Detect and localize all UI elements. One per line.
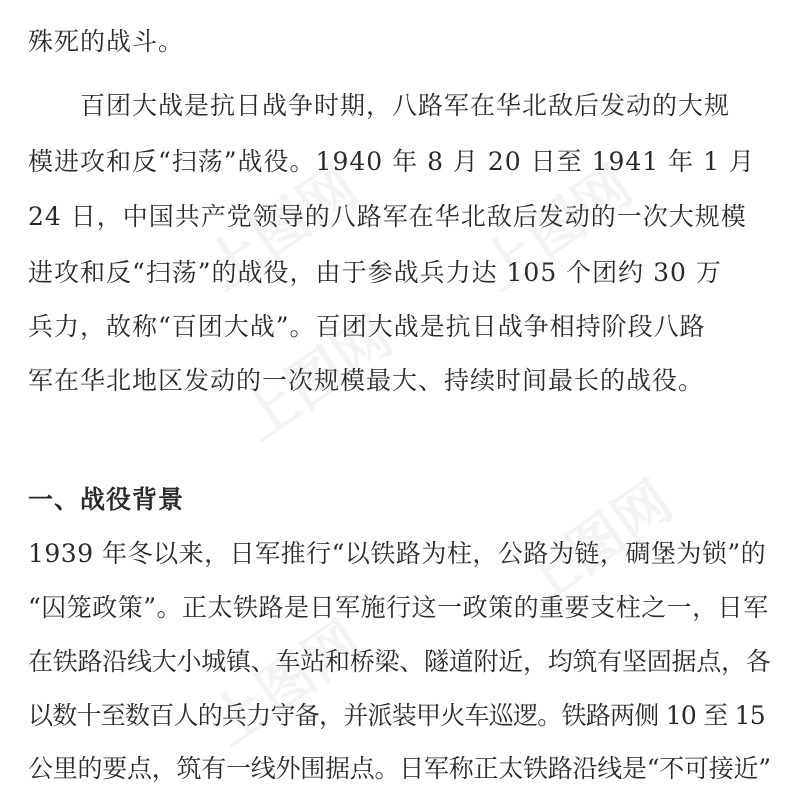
paragraph-line: 1939 年冬以来，日军推行“以铁路为柱，公路为链，碉堡为锁”的 (28, 539, 767, 568)
paragraph-line: 以数十至数百人的兵力守备，并派装甲火车巡逻。铁路两侧 10 至 15 (28, 701, 765, 730)
paragraph-line: 殊死的战斗。 (28, 27, 185, 56)
paragraph-line: 进攻和反“扫荡”的战役，由于参战兵力达 105 个团约 30 万 (28, 258, 722, 287)
watermark: 上图网 (509, 468, 685, 619)
paragraph-line: 兵力，故称“百团大战”。百团大战是抗日战争相持阶段八路 (28, 312, 706, 341)
paragraph-line: 模进攻和反“扫荡”战役。1940 年 8 月 20 日至 1941 年 1 月 (28, 147, 755, 176)
watermark: 上图网 (469, 153, 645, 304)
section-heading: 一、战役背景 (28, 485, 185, 514)
paragraph-line: 百团大战是抗日战争时期，八路军在华北敌后发动的大规 (28, 91, 731, 120)
paragraph-line: “囚笼政策”。正太铁路是日军施行这一政策的重要支柱之一，日军 (28, 593, 769, 622)
paragraph-line: 在铁路沿线大小城镇、车站和桥梁、隧道附近，均筑有坚固据点，各 (28, 647, 771, 676)
paragraph-line: 军在华北地区发动的一次规模最大、持续时间最长的战役。 (28, 366, 705, 395)
watermark: 上图网 (199, 608, 375, 759)
paragraph-line: 公里的要点，筑有一线外围据点。日军称正太铁路沿线是“不可接近” (28, 754, 771, 783)
paragraph-line: 24 日，中国共产党领导的八路军在华北敌后发动的一次大规模 (28, 202, 747, 231)
watermark: 上图网 (229, 303, 405, 454)
watermark: 上图网 (194, 153, 370, 304)
